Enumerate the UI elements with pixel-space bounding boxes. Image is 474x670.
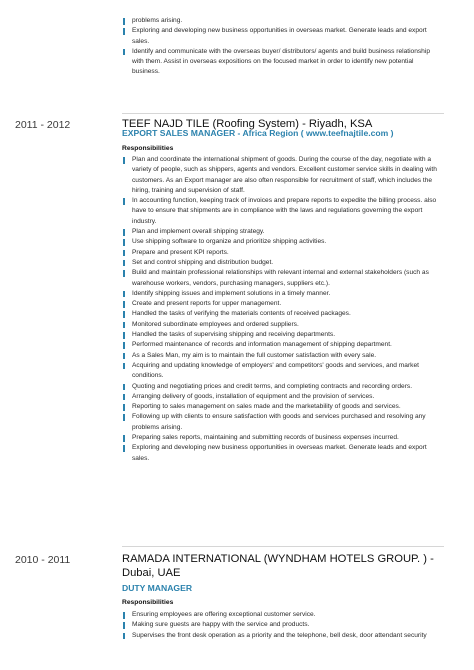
- job-role: DUTY MANAGER: [122, 583, 193, 593]
- responsibilities-heading: Responsibilities: [122, 145, 174, 152]
- job-role: EXPORT SALES MANAGER - Africa Region ( www.teefnajtile.com ): [122, 128, 394, 138]
- list-item: Plan and implement overall shipping strategy.: [122, 227, 444, 237]
- list-item: Performed maintenance of records and information management of shipping department.: [122, 340, 444, 350]
- list-item: In accounting function, keeping track of invoices and prepare reports to expedite the billing process. also have to ensure that shipments are in compliance with the laws and regulations governing the export industry.: [122, 196, 444, 227]
- company-name: RAMADA INTERNATIONAL (WYNDHAM HOTELS GROUP. ) - Dubai, UAE: [122, 553, 434, 579]
- list-item: Acquiring and updating knowledge of employers' and competitors' goods and services, and market conditions.: [122, 361, 444, 382]
- list-item: Supervises the front desk operation as a priority and the telephone, bell desk, door attendant security: [122, 631, 444, 641]
- list-item: Identify shipping issues and implement solutions in a timely manner.: [122, 289, 444, 299]
- list-item: Set and control shipping and distribution budget.: [122, 258, 444, 268]
- list-item: Create and present reports for upper management.: [122, 299, 444, 309]
- list-item: Exploring and developing new business opportunities in overseas market. Generate leads and export sales.: [122, 443, 444, 464]
- list-item: Plan and coordinate the international shipment of goods. During the course of the day, negotiate with a variety of people, such as shippers, agents and vendors. Excellent customer service skills in dealing with customers. As an Export manager are also often responsible for recruitment of staff, which includes the hiring, training and supervision of staff.: [122, 155, 444, 196]
- responsibilities-heading: Responsibilities: [122, 599, 174, 606]
- list-item: As a Sales Man, my aim is to maintain the full customer satisfaction with every sale.: [122, 351, 444, 361]
- list-item: Handled the tasks of supervising shipping and receiving departments.: [122, 330, 444, 340]
- list-item: Preparing sales reports, maintaining and submitting records of business expenses incurred.: [122, 433, 444, 443]
- list-item: problems arising.: [122, 16, 442, 26]
- previous-job-responsibilities-list: [122, 16, 442, 78]
- list-item: Use shipping software to organize and prioritize shipping activities.: [122, 237, 444, 247]
- list-item: Following up with clients to ensure satisfaction with goods and services purchased and resolving any problems arising.: [122, 412, 444, 433]
- section-divider: [122, 113, 444, 114]
- list-item: Reporting to sales management on sales made and the marketability of goods and services.: [122, 402, 444, 412]
- list-item: Arranging delivery of goods, installation of equipment and the provision of services.: [122, 392, 444, 402]
- responsibilities-list: [122, 610, 444, 641]
- list-item: Ensuring employees are offering exceptional customer service.: [122, 610, 444, 620]
- list-item: Identify and communicate with the overseas buyer/ distributors/ agents and build business relationship with them. Assist in overseas expositions on the focused market in order to identify new potential business.: [122, 47, 442, 78]
- list-item: Making sure guests are happy with the service and products.: [122, 620, 444, 630]
- job-years: 2011 - 2012: [15, 119, 71, 131]
- list-item: Prepare and present KPI reports.: [122, 248, 444, 258]
- list-item: Quoting and negotiating prices and credit terms, and completing contracts and recording orders.: [122, 382, 444, 392]
- section-divider: [122, 546, 444, 547]
- job-years: 2010 - 2011: [15, 554, 71, 566]
- list-item: Exploring and developing new business opportunities in overseas market. Generate leads and export sales.: [122, 26, 442, 47]
- company-name: TEEF NAJD TILE (Roofing System) - Riyadh, KSA: [122, 118, 373, 130]
- responsibilities-list: [122, 155, 444, 464]
- list-item: Build and maintain professional relationships with relevant internal and external stakeholders (such as warehouse workers, vendors, purchasing managers, suppliers etc.).: [122, 268, 444, 289]
- list-item: Monitored subordinate employees and ordered suppliers.: [122, 320, 444, 330]
- list-item: Handled the tasks of verifying the materials contents of received packages.: [122, 309, 444, 319]
